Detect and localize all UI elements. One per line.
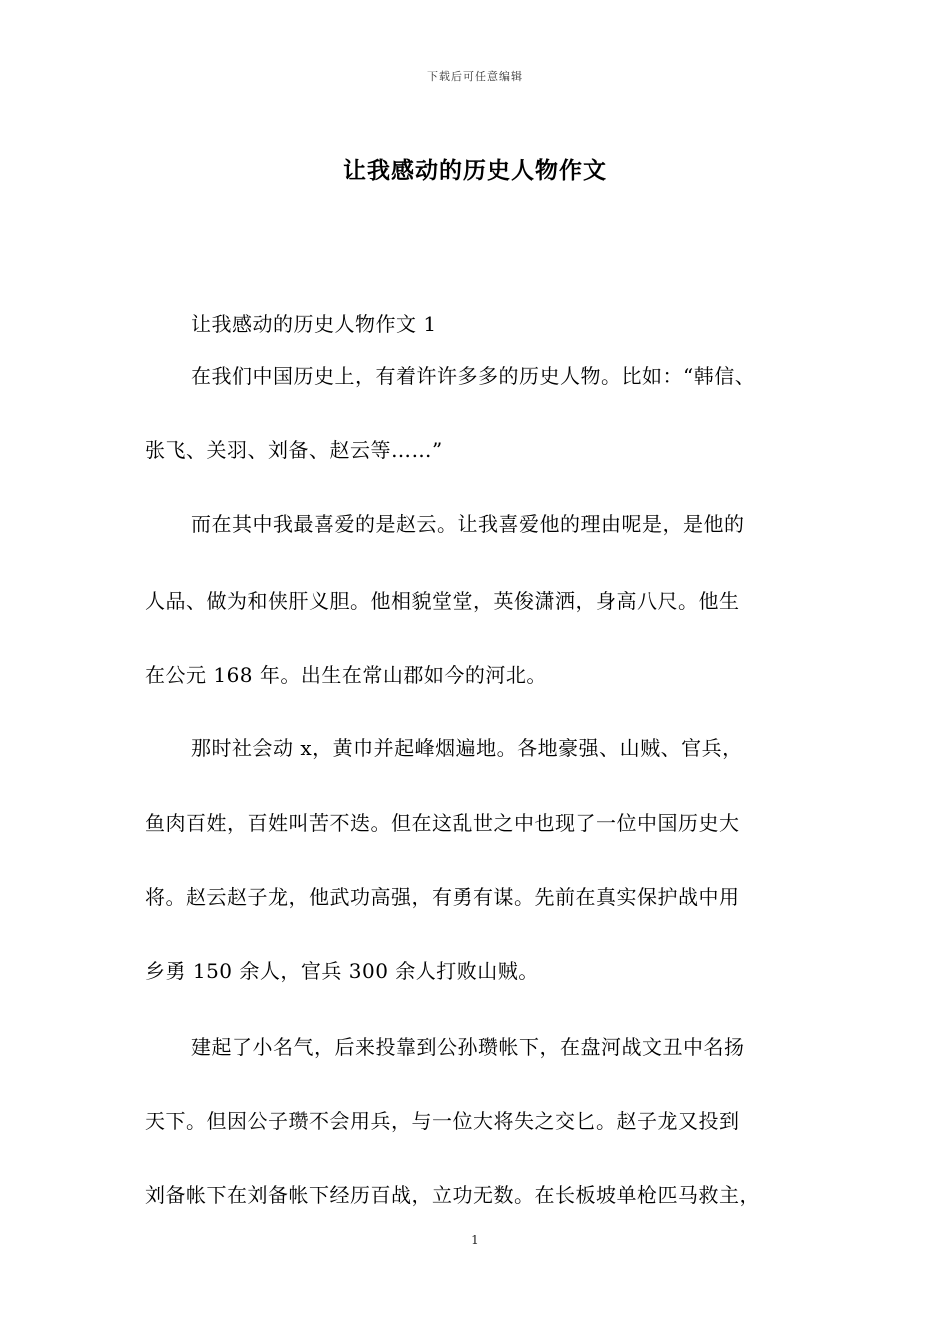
paragraph-line: 张飞、关羽、刘备、赵云等……” bbox=[145, 438, 443, 462]
paragraph-line: 而在其中我最喜爱的是赵云。让我喜爱他的理由呢是，是他的 bbox=[191, 512, 745, 536]
page-number: 1 bbox=[471, 1233, 479, 1247]
paragraph-line: 鱼肉百姓，百姓叫苦不迭。但在这乱世之中也现了一位中国历史大 bbox=[145, 811, 740, 835]
paragraph-line: 将。赵云赵子龙，他武功高强，有勇有谋。先前在真实保护战中用 bbox=[145, 885, 740, 909]
paragraph-line: 人品、做为和侠肝义胆。他相貌堂堂，英俊潇洒，身高八尺。他生 bbox=[145, 589, 740, 613]
paragraph-line: 刘备帐下在刘备帐下经历百战，立功无数。在长板坡单枪匹马救主， bbox=[145, 1183, 760, 1207]
paragraph-line: 乡勇 150 余人，官兵 300 余人打败山贼。 bbox=[145, 959, 539, 983]
paragraph-line: 在公元 168 年。出生在常山郡如今的河北。 bbox=[145, 663, 547, 687]
paragraph-line: 那时社会动 x，黄巾并起峰烟遍地。各地豪强、山贼、官兵， bbox=[191, 736, 743, 760]
paragraph-line: 天下。但因公子瓒不会用兵，与一位大将失之交匕。赵子龙又投到 bbox=[145, 1109, 740, 1133]
header-note: 下载后可任意编辑 bbox=[427, 70, 523, 83]
paragraph-line: 在我们中国历史上，有着许许多多的历史人物。比如：“韩信、 bbox=[191, 364, 756, 388]
document-title: 让我感动的历史人物作文 bbox=[343, 157, 607, 184]
paragraph-line: 建起了小名气，后来投靠到公孙瓒帐下，在盘河战文丑中名扬 bbox=[191, 1035, 745, 1059]
section-heading: 让我感动的历史人物作文 1 bbox=[191, 312, 437, 336]
